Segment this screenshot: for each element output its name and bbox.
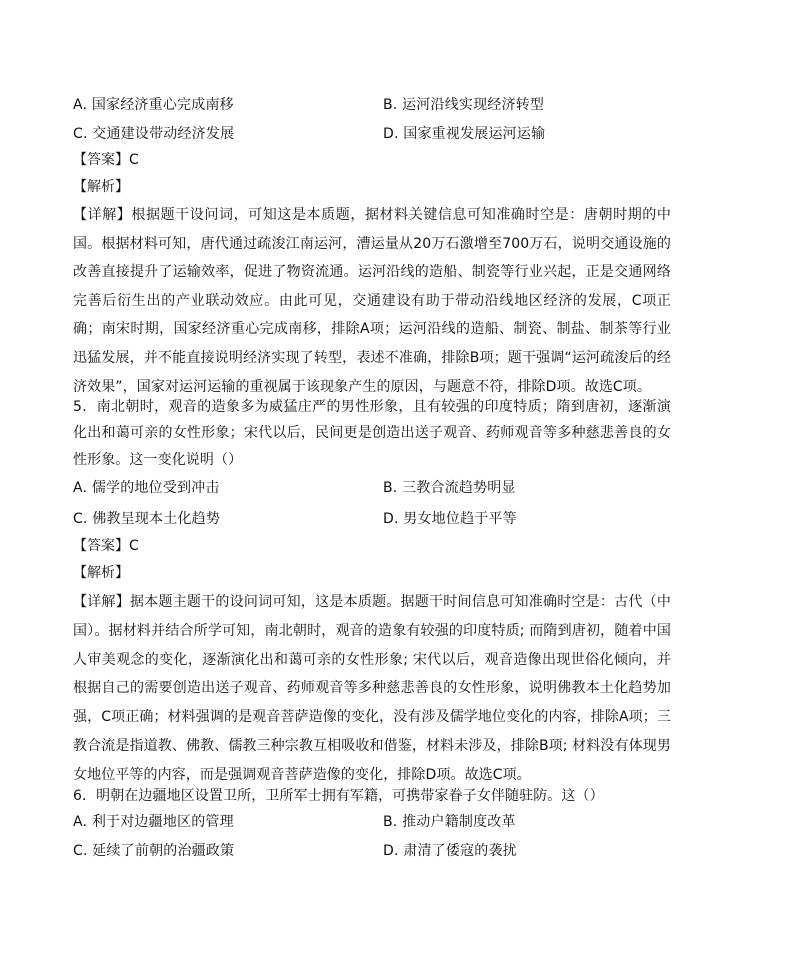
q5-stem: 5．南北朝时，观音的造象多为威猛庄严的男性形象，且有较强的印度特质；隋到唐初，逐渐演化出和蔼可亲的女性形象；宋代以后，民间更是创造出送子观音、药师观音等多种慈悲善良的女性形象。这一变化说明（） [73,399,671,468]
q5-option-b[interactable]: B. 三教合流趋势明显 [383,480,516,496]
q5-detail: 【详解】据本题主题干的设问词可知，这是本质题。据题干时间信息可知准确时空是：古代（中国）。据材料并结合所学可知，南北朝时，观音的造象有较强的印度特质; 而隋到唐初，随着中国人审美观念的变化，逐渐演化出和蔼可亲的女性形象; 宋代以后，观音造像出现世俗化倾向，并根据自己的需要创造出送子观音、药师观音等多种慈悲善良的女性形象，说明佛教本土化趋势加强，C项正确；材料强调的是观音菩萨造像的变化，没有涉及儒学地位变化的内容，排除A项；三教合流是指道教、佛教、儒教三种宗教互相吸收和借鉴，材料未涉及，排除B项; 材料没有体现男女地位平等的内容，而是强调观音菩萨造像的变化，排除D项。故选C项。 [73,594,671,783]
q4-option-c[interactable]: C. 交通建设带动经济发展 [73,126,235,142]
q6-option-a[interactable]: A. 利于对边疆地区的管理 [73,814,234,830]
q4-analysis-label: 【解析】 [73,179,129,195]
q4-detail: 【详解】根据题干设问词，可知这是本质题，据材料关键信息可知准确时空是：唐朝时期的中国。根据材料可知，唐代通过疏浚江南运河，漕运量从20万石激增至700万石，说明交通设施的改善直接提升了运输效率，促进了物资流通。运河沿线的造船、制瓷等行业兴起，正是交通网络完善后衍生出的产业联动效应。由此可见，交通建设有助于带动沿线地区经济的发展，C项正确；南宋时期，国家经济重心完成南移，排除A项；运河沿线的造船、制瓷、制盐、制茶等行业迅猛发展，并不能直接说明经济实现了转型，表述不准确，排除B项；题干强调“运河疏浚后的经济效果”，国家对运河运输的重视属于该现象产生的原因，与题意不符，排除D项。故选C项。 [73,207,671,395]
q6-option-b[interactable]: B. 推动户籍制度改革 [383,814,516,830]
q4-option-d[interactable]: D. 国家重视发展运河运输 [383,126,546,142]
q5-answer: 【答案】C [73,538,139,554]
q4-option-a[interactable]: A. 国家经济重心完成南移 [73,97,234,113]
q6-option-d[interactable]: D. 肃清了倭寇的袭扰 [383,843,517,859]
q5-option-a[interactable]: A. 儒学的地位受到冲击 [73,480,220,496]
q5-analysis-label: 【解析】 [73,565,129,581]
q5-option-c[interactable]: C. 佛教呈现本土化趋势 [73,511,221,527]
q6-stem: 6．明朝在边疆地区设置卫所，卫所军士拥有军籍，可携带家眷子女伴随驻防。这（） [73,788,604,804]
q6-option-c[interactable]: C. 延续了前朝的治疆政策 [73,843,235,859]
q5-option-d[interactable]: D. 男女地位趋于平等 [383,511,517,527]
q4-answer: 【答案】C [73,152,139,168]
q4-option-b[interactable]: B. 运河沿线实现经济转型 [383,97,545,113]
